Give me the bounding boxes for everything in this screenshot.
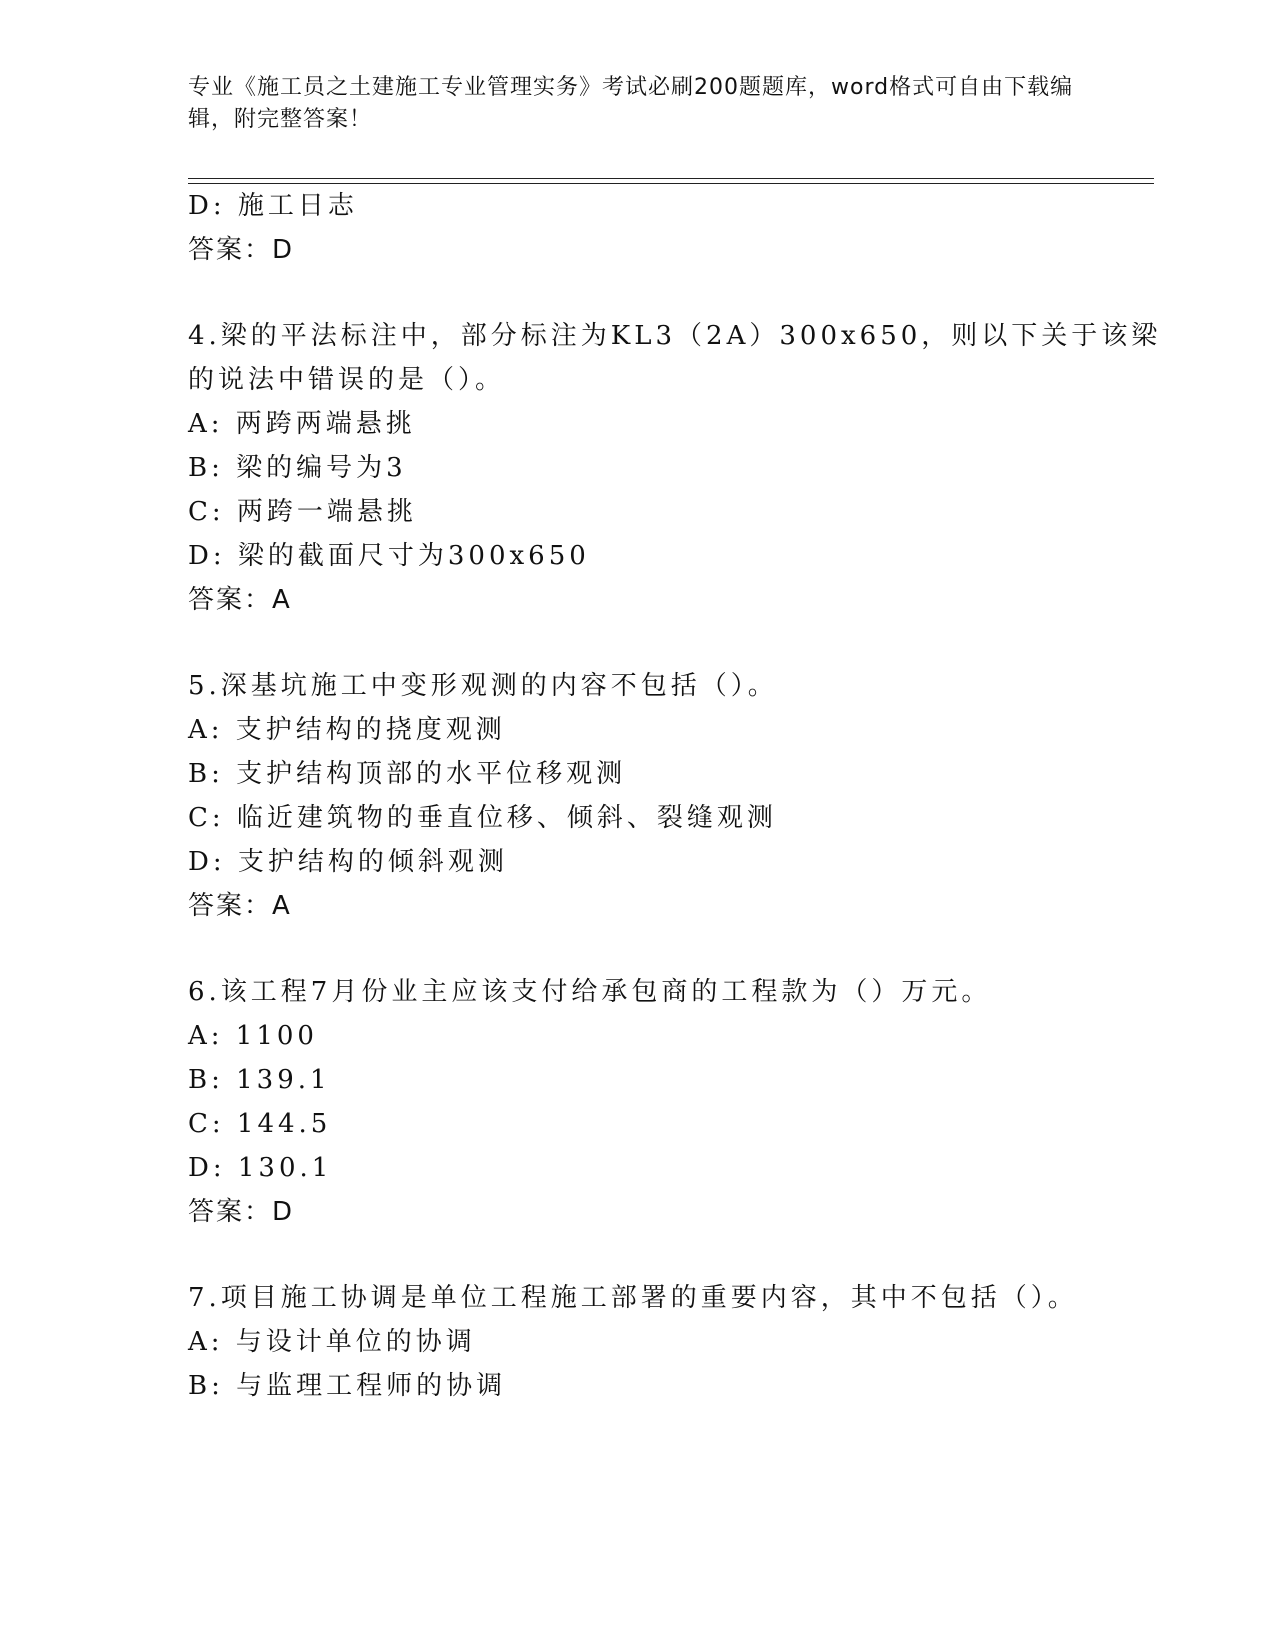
- option-line: B: 与监理工程师的协调: [188, 1371, 507, 1401]
- answer-line: 答案：A: [188, 891, 292, 921]
- option-line: D: 施工日志: [188, 191, 358, 221]
- option-line: D: 130.1: [188, 1153, 333, 1183]
- option-line: A: 1100: [188, 1021, 318, 1051]
- option-line: B: 梁的编号为3: [188, 453, 407, 483]
- option-line: A: 与设计单位的协调: [188, 1327, 476, 1357]
- option-line: A: 支护结构的挠度观测: [188, 715, 506, 745]
- answer-line: 答案：D: [188, 1197, 295, 1227]
- option-line: A: 两跨两端悬挑: [188, 409, 416, 439]
- question-line: 6.该工程7月份业主应该支付给承包商的工程款为（）万元。: [188, 977, 992, 1007]
- option-line: C: 144.5: [188, 1109, 332, 1139]
- question-line: 的说法中错误的是（）。: [188, 365, 506, 395]
- answer-line: 答案：D: [188, 235, 295, 265]
- option-line: D: 梁的截面尺寸为300x650: [188, 541, 590, 571]
- header-divider: [188, 178, 1154, 179]
- option-line: B: 支护结构顶部的水平位移观测: [188, 759, 627, 789]
- option-line: C: 两跨一端悬挑: [188, 497, 417, 527]
- question-line: 7.项目施工协调是单位工程施工部署的重要内容，其中不包括（）。: [188, 1283, 1078, 1313]
- question-line: 4.梁的平法标注中，部分标注为KL3（2A）300x650，则以下关于该梁: [188, 321, 1162, 351]
- option-line: C: 临近建筑物的垂直位移、倾斜、裂缝观测: [188, 803, 777, 833]
- option-line: B: 139.1: [188, 1065, 331, 1095]
- header-divider-double: [188, 183, 1154, 184]
- question-line: 5.深基坑施工中变形观测的内容不包括（）。: [188, 671, 778, 701]
- option-line: D: 支护结构的倾斜观测: [188, 847, 508, 877]
- answer-line: 答案：A: [188, 585, 292, 615]
- document-header: 专业《施工员之土建施工专业管理实务》考试必刷200题题库，word格式可自由下载编辑，附完整答案！: [188, 75, 1074, 132]
